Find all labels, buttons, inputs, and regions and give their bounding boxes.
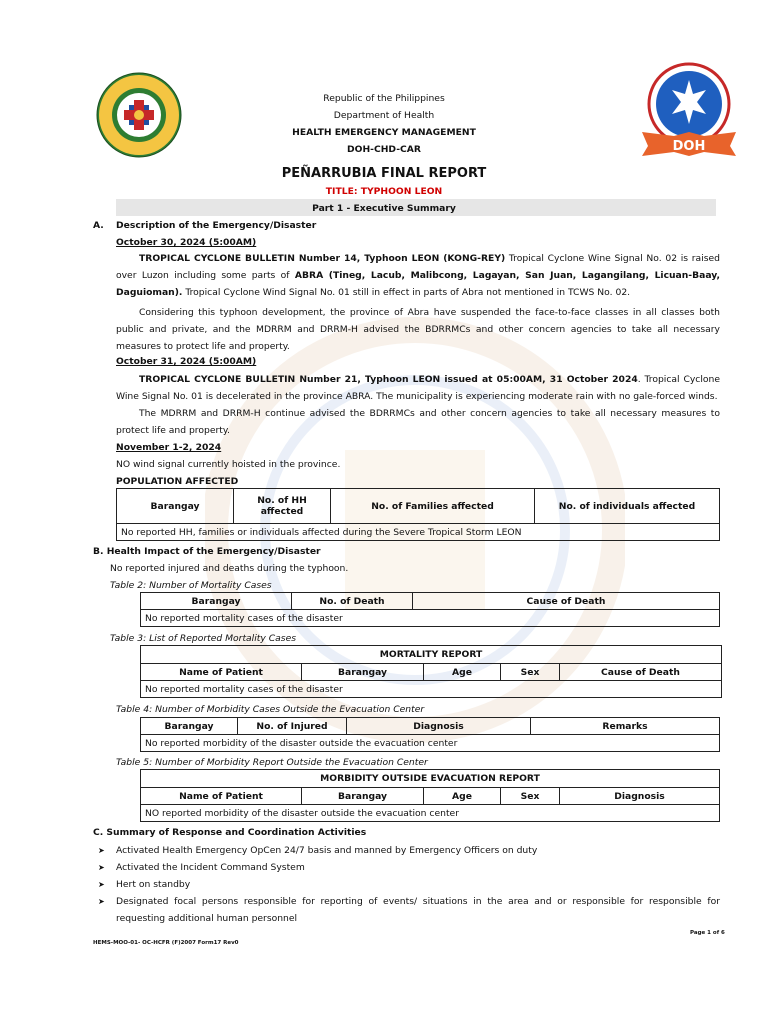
paragraph-bulletin-14: TROPICAL CYCLONE BULLETIN Number 14, Typhoon LEON (KONG-REY) Tropical Cyclone Wine Signal No. 02 is raised over Luzon including some parts of ABRA (Tineg, Lacub, Malibcong, Lagayan, San Juan, Lagangilang, Licuan-Baay, Daguioman). Tropical Cyclone Wind Signal No. 01 still in effect in parts of Abra not mentioned in TCWS No. 02. [116, 253, 720, 298]
header-department: Department of Health [333, 110, 435, 121]
morbidity-report-table [140, 769, 720, 822]
page-number: Page 1 of 6 [690, 930, 725, 936]
section-b-heading: B. Health Impact of the Emergency/Disaster [93, 546, 321, 557]
t5-col-age: Age [424, 788, 501, 805]
t3-col-cause: Cause of Death [560, 664, 722, 681]
col-hh-affected: No. of HH affected [234, 489, 331, 524]
bullet-arrow-icon: ➤ [98, 880, 105, 889]
header-region: DOH-CHD-CAR [347, 144, 421, 155]
part-heading: Part 1 - Executive Summary [312, 203, 456, 214]
bullet-item: Designated focal persons responsible for reporting of events/ situations in the area and or responsible for responsible for requesting additional human personnel [116, 896, 720, 924]
section-a-heading: Description of the Emergency/Disaster [116, 220, 317, 231]
t4-col-diagnosis: Diagnosis [347, 718, 531, 735]
header-country: Republic of the Philippines [323, 93, 445, 104]
section-a-letter: A. [93, 220, 104, 231]
bullet-item: Activated the Incident Command System [116, 862, 305, 873]
t5-col-name: Name of Patient [141, 788, 302, 805]
col-individuals-affected: No. of individuals affected [535, 489, 720, 524]
t4-col-injured: No. of Injured [238, 718, 347, 735]
bullet-item: Activated Health Emergency OpCen 24/7 basis and manned by Emergency Officers on duty [116, 845, 538, 856]
paragraph-mdrrm: The MDRRM and DRRM-H continue advised the BDRRMCs and other concern agencies to take all necessary measures to protect life and property. [116, 408, 720, 436]
t5-note: NO reported morbidity of the disaster outside the evacuation center [141, 805, 720, 822]
t5-col-diagnosis: Diagnosis [560, 788, 720, 805]
t3-note: No reported mortality cases of the disaster [141, 681, 722, 698]
table3-caption: Table 3: List of Reported Mortality Cases [110, 633, 297, 644]
col-barangay: Barangay [117, 489, 234, 524]
table2-caption: Table 2: Number of Mortality Cases [110, 580, 272, 591]
doh-ribbon-text: DOH [672, 139, 706, 154]
date-oct30: October 30, 2024 (5:00AM) [116, 237, 257, 248]
bullet-arrow-icon: ➤ [98, 863, 105, 872]
t5-title: MORBIDITY OUTSIDE EVACUATION REPORT [141, 770, 720, 788]
t2-note: No reported mortality cases of the disaster [141, 610, 720, 627]
no-wind-signal-text: NO wind signal currently hoisted in the province. [116, 459, 341, 470]
date-nov1-2: November 1-2, 2024 [116, 442, 222, 453]
section-c-heading: C. Summary of Response and Coordination Activities [93, 827, 367, 838]
t2-col-barangay: Barangay [141, 593, 292, 610]
header-office: HEALTH EMERGENCY MANAGEMENT [292, 127, 476, 138]
t3-col-age: Age [424, 664, 501, 681]
bullet-arrow-icon: ➤ [98, 897, 105, 906]
population-note: No reported HH, families or individuals affected during the Severe Tropical Storm LEON [117, 524, 720, 541]
t4-col-barangay: Barangay [141, 718, 238, 735]
report-subtitle: TITLE: TYPHOON LEON [325, 186, 443, 197]
t3-col-name: Name of Patient [141, 664, 302, 681]
morbidity-cases-table [140, 717, 720, 752]
table4-caption: Table 4: Number of Morbidity Cases Outside the Evacuation Center [116, 704, 425, 715]
t4-note: No reported morbidity of the disaster outside the evacuation center [141, 735, 720, 752]
t2-col-cause: Cause of Death [413, 593, 720, 610]
t4-col-remarks: Remarks [531, 718, 720, 735]
report-title: PEÑARRUBIA FINAL REPORT [281, 166, 487, 181]
mortality-cases-table [140, 592, 720, 627]
section-b-intro: No reported injured and deaths during the typhoon. [110, 563, 349, 574]
t2-col-deaths: No. of Death [292, 593, 413, 610]
bullet-item: Hert on standby [116, 879, 191, 890]
col-families-affected: No. of Families affected [331, 489, 535, 524]
paragraph-bulletin-21: TROPICAL CYCLONE BULLETIN Number 21, Typhoon LEON issued at 05:00AM, 31 October 2024. Tropical Cyclone Wine Signal No. 01 is decelerated in the province ABRA. The municipality is experiencing moderate rain with no gale-forced winds. [116, 374, 720, 402]
t3-col-sex: Sex [501, 664, 560, 681]
t3-title: MORTALITY REPORT [141, 646, 722, 664]
date-oct31: October 31, 2024 (5:00AM) [116, 356, 257, 367]
bullet-arrow-icon: ➤ [98, 846, 105, 855]
population-heading: POPULATION AFFECTED [116, 476, 239, 487]
form-code: HEMS-MOO-01- OC-HCFR (F)2007 Form17 Rev0 [93, 940, 239, 946]
table5-caption: Table 5: Number of Morbidity Report Outside the Evacuation Center [116, 757, 428, 768]
t5-col-barangay: Barangay [302, 788, 424, 805]
t3-col-barangay: Barangay [302, 664, 424, 681]
t5-col-sex: Sex [501, 788, 560, 805]
population-table [116, 488, 720, 541]
mortality-report-table [140, 645, 722, 698]
paragraph-suspension: Considering this typhoon development, the province of Abra have suspended the face-to-face classes in all classes both public and private, and the MDRRM and DRRM-H advised the BDRRMCs and other concern agencies to take all necessary measures to protect life and property. [116, 307, 720, 352]
